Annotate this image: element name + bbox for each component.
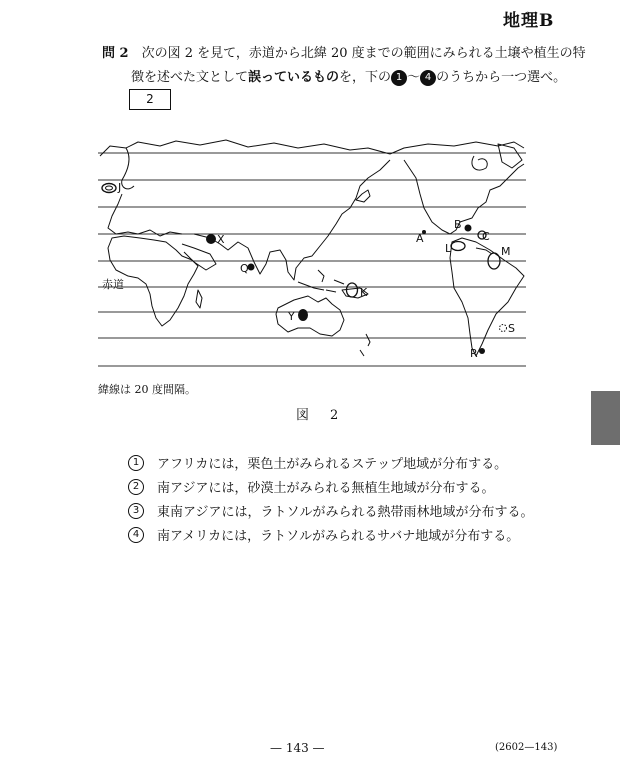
marker-j-inner xyxy=(106,186,113,190)
choice-3 xyxy=(128,501,533,520)
question-text-1: 次の図 2 を見て，赤道から北緯 20 度までの範囲にみられる土壌や植生の特 xyxy=(141,46,586,61)
label-r: R xyxy=(470,347,478,360)
choice-1 xyxy=(128,453,507,472)
label-x: X xyxy=(217,233,225,246)
figure-note: 緯線は 20 度間隔。 xyxy=(98,383,196,396)
label-k: K xyxy=(360,286,368,299)
label-l: L xyxy=(445,242,452,255)
question-text-2b: を，下の xyxy=(339,70,392,85)
label-c: C xyxy=(482,230,490,243)
continent-outlines xyxy=(100,140,524,356)
label-q: Q xyxy=(240,262,249,275)
figure-caption: 図 2 xyxy=(296,408,343,423)
choice-4 xyxy=(128,525,519,544)
side-index-tab xyxy=(591,391,620,445)
latitude-lines xyxy=(98,153,526,366)
world-map xyxy=(98,138,526,370)
marker-j xyxy=(102,184,116,193)
choice-number: 3 xyxy=(128,503,144,519)
question-number: 問 2 xyxy=(102,46,129,61)
choice-number: 2 xyxy=(128,479,144,495)
question-emphasis: 誤っているもの xyxy=(248,70,340,85)
question-text-2a: 徴を述べた文として xyxy=(131,70,249,85)
label-s: S xyxy=(508,322,515,335)
question-line-2 xyxy=(131,66,566,86)
subject-title: 地理B xyxy=(503,11,555,31)
question-line-1 xyxy=(102,42,586,61)
tilde: 〜 xyxy=(407,70,421,85)
marker-s xyxy=(500,325,507,332)
label-m: M xyxy=(501,245,511,258)
exam-code: (2602—143) xyxy=(495,742,558,753)
label-a: A xyxy=(416,232,424,245)
map-letters xyxy=(102,181,515,360)
page-number: — 143 — xyxy=(270,741,325,755)
choice-range-end: 4 xyxy=(420,70,436,86)
choice-text: 南アメリカには，ラトソルがみられるサバナ地域が分布する。 xyxy=(157,529,520,544)
choice-number: 1 xyxy=(128,455,144,471)
question-text-2c: のうちから一つ選べ。 xyxy=(436,70,567,85)
choice-text: アフリカには，栗色土がみられるステップ地域が分布する。 xyxy=(157,457,508,472)
label-b: B xyxy=(454,218,462,231)
answer-box: 2 xyxy=(129,89,171,110)
equator-label: 赤道 xyxy=(102,278,124,291)
marker-k xyxy=(347,283,358,297)
choice-2 xyxy=(128,477,494,496)
marker-x xyxy=(206,234,216,244)
choice-range-start: 1 xyxy=(391,70,407,86)
marker-r xyxy=(479,348,485,354)
choice-number: 4 xyxy=(128,527,144,543)
label-j: J xyxy=(118,181,122,194)
label-y: Y xyxy=(288,310,295,323)
marker-b xyxy=(465,225,472,232)
choice-text: 東南アジアには，ラトソルがみられる熱帯雨林地域が分布する。 xyxy=(157,505,534,520)
marker-y xyxy=(298,309,308,321)
choice-text: 南アジアには，砂漠土がみられる無植生地域が分布する。 xyxy=(157,481,495,496)
marker-l xyxy=(451,242,465,251)
